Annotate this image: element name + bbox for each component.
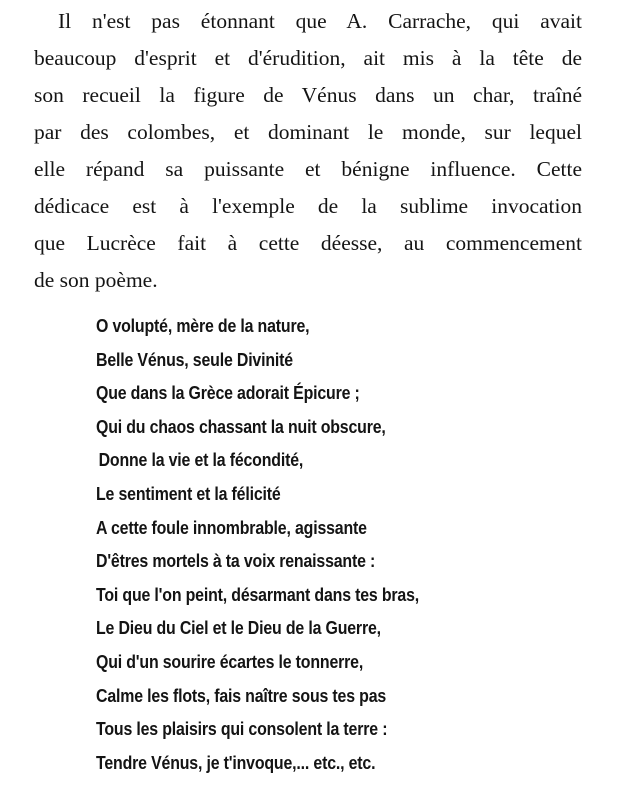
prose-line: Il n'est pas étonnant que A. Carrache, qui avait xyxy=(58,9,582,33)
poem-line: Donne la vie et la fécondité, xyxy=(98,449,304,471)
prose-line: son recueil la figure de Vénus dans un char, traîné xyxy=(34,83,582,107)
poem-verse xyxy=(96,309,536,779)
poem-line: Calme les flots, fais naître sous tes pas xyxy=(96,684,387,706)
prose-line: par des colombes, et dominant le monde, sur lequel xyxy=(34,120,582,144)
prose-line: de son poème. xyxy=(34,268,158,292)
poem-line: Belle Vénus, seule Divinité xyxy=(96,348,293,370)
prose-line: elle répand sa puissante et bénigne influence. Cette xyxy=(34,157,582,181)
poem-line: Tous les plaisirs qui consolent la terre : xyxy=(96,718,388,740)
prose-line: que Lucrèce fait à cette déesse, au commencement xyxy=(34,231,582,255)
poem-line: Tendre Vénus, je t'invoque,... etc., etc. xyxy=(96,751,376,773)
poem-line: O volupté, mère de la nature, xyxy=(96,315,310,336)
poem-line: Le sentiment et la félicité xyxy=(96,482,281,504)
poem-line: A cette foule innombrable, agissante xyxy=(96,516,367,538)
poem-line: Que dans la Grèce adorait Épicure ; xyxy=(96,382,360,404)
prose-paragraph xyxy=(34,3,582,299)
prose-line: dédicace est à l'exemple de la sublime invocation xyxy=(34,194,582,218)
prose-line: beaucoup d'esprit et d'érudition, ait mis à la tête de xyxy=(34,46,582,70)
poem-line: Qui du chaos chassant la nuit obscure, xyxy=(96,415,386,437)
poem-line: Le Dieu du Ciel et le Dieu de la Guerre, xyxy=(96,617,381,639)
poem-line: Toi que l'on peint, désarmant dans tes bras, xyxy=(96,583,420,605)
poem-line: D'êtres mortels à ta voix renaissante : xyxy=(96,550,376,572)
poem-line: Qui d'un sourire écartes le tonnerre, xyxy=(96,650,364,672)
